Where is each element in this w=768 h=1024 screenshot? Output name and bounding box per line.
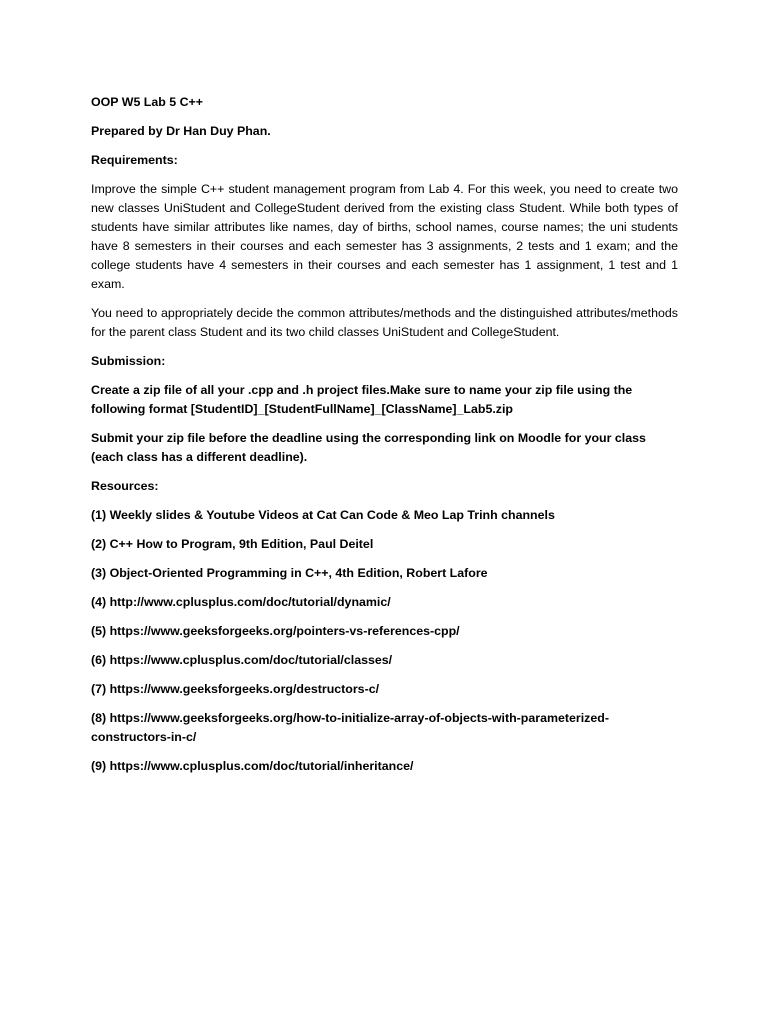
resource-item-8: (8) https://www.geeksforgeeks.org/how-to-initialize-array-of-objects-with-parameterized-constructors-in-c/ [91, 711, 609, 744]
resource-item-4: (4) http://www.cplusplus.com/doc/tutorial/dynamic/ [91, 595, 391, 609]
resource-item-9: (9) https://www.cplusplus.com/doc/tutorial/inheritance/ [91, 759, 414, 773]
submission-heading: Submission: [91, 354, 166, 368]
submission-paragraph-2: Submit your zip file before the deadline using the corresponding link on Moodle for your class (each class has a different deadline). [91, 431, 646, 464]
submission-paragraph-1: Create a zip file of all your .cpp and .h project files.Make sure to name your zip file using the following format [StudentID]_[StudentFullName]_[ClassName]_Lab5.zip [91, 383, 633, 416]
requirements-paragraph-2: You need to appropriately decide the common attributes/methods and the distinguished attributes/methods for the parent class Student and its two child classes UniStudent and CollegeStudent. [91, 306, 678, 339]
requirements-paragraph-1: Improve the simple C++ student management program from Lab 4. For this week, you need to create two new classes UniStudent and CollegeStudent derived from the existing class Student. While both types of students have similar attributes like names, day of births, school names, course names; the uni students have 8 semesters in their courses and each semester has 3 assignments, 2 tests and 1 exam; and the college students have 4 semesters in their courses and each semester has 1 assignment, 1 test and 1 exam. [91, 182, 678, 291]
author-line: Prepared by Dr Han Duy Phan. [91, 124, 271, 138]
resource-item-6: (6) https://www.cplusplus.com/doc/tutorial/classes/ [91, 653, 393, 667]
resources-heading: Resources: [91, 479, 159, 493]
resource-item-1: (1) Weekly slides & Youtube Videos at Cat Can Code & Meo Lap Trinh channels [91, 508, 555, 522]
resource-item-7: (7) https://www.geeksforgeeks.org/destructors-c/ [91, 682, 380, 696]
resource-item-3: (3) Object-Oriented Programming in C++, 4th Edition, Robert Lafore [91, 566, 488, 580]
requirements-heading: Requirements: [91, 153, 178, 167]
document-body [91, 93, 678, 786]
document-title: OOP W5 Lab 5 C++ [91, 95, 204, 109]
resource-item-5: (5) https://www.geeksforgeeks.org/pointers-vs-references-cpp/ [91, 624, 460, 638]
resource-item-2: (2) C++ How to Program, 9th Edition, Paul Deitel [91, 537, 374, 551]
